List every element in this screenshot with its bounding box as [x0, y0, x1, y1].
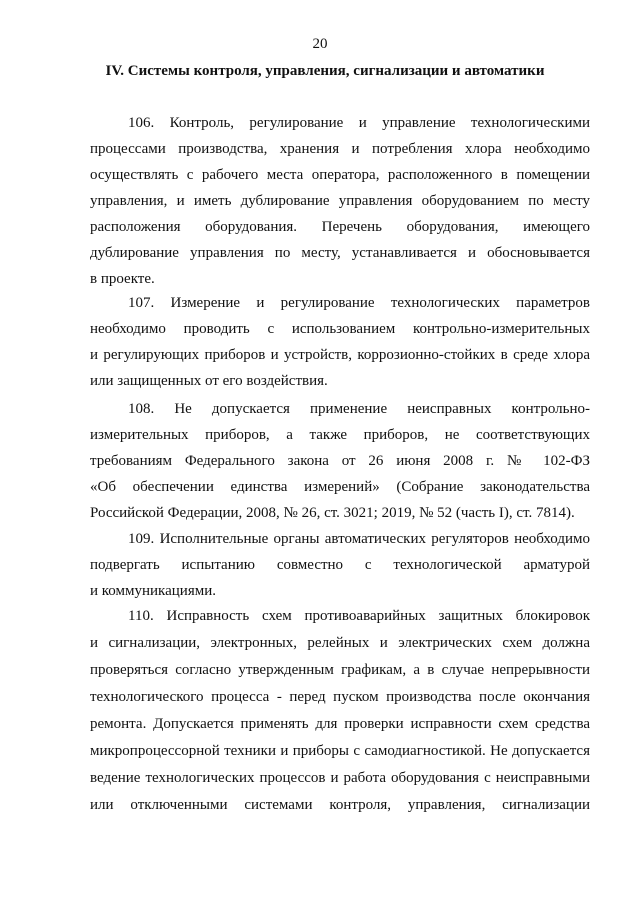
paragraph-line: 109. Исполнительные органы автоматических регуляторов необходимо	[128, 531, 590, 547]
paragraph-line: подвергать испытанию совместно с технологической арматурой	[90, 557, 590, 573]
paragraph-line: дублирование управления по месту, устанавливается и обосновывается	[90, 245, 590, 261]
paragraph-line: проверяться согласно утвержденным графикам, а в случае непрерывности	[90, 662, 590, 678]
section-title: IV. Системы контроля, управления, сигнализации и автоматики	[105, 63, 545, 79]
paragraph-line: процессами производства, хранения и потребления хлора необходимо	[90, 141, 590, 157]
paragraph-line: требованиям Федерального закона от 26 июня 2008 г. № 102-ФЗ	[90, 453, 590, 469]
paragraph-line: и регулирующих приборов и устройств, коррозионно-стойких в среде хлора	[90, 347, 590, 363]
paragraph-line: необходимо проводить с использованием контрольно-измерительных	[90, 321, 590, 337]
paragraph-line: Российской Федерации, 2008, № 26, ст. 3021; 2019, № 52 (часть I), ст. 7814).	[90, 505, 575, 521]
paragraph-line: осуществлять с рабочего места оператора, расположенного в помещении	[90, 167, 590, 183]
paragraph-line: или защищенных от его воздействия.	[90, 373, 328, 389]
paragraph-line: и коммуникациями.	[90, 583, 216, 599]
paragraph-line: ведение технологических процессов и работа оборудования с неисправными	[90, 770, 590, 786]
paragraph-line: или отключенными системами контроля, управления, сигнализации	[90, 797, 590, 813]
paragraph-line: 108. Не допускается применение неисправных контрольно-	[128, 401, 590, 417]
paragraph-line: измерительных приборов, а также приборов, не соответствующих	[90, 427, 590, 443]
paragraph-line: управления, и иметь дублирование управления оборудованием по месту	[90, 193, 590, 209]
paragraph-line: 107. Измерение и регулирование технологических параметров	[128, 295, 590, 311]
paragraph-line: ремонта. Допускается применять для проверки исправности схем средства	[90, 716, 590, 732]
paragraph-line: и сигнализации, электронных, релейных и электрических схем должна	[90, 635, 590, 651]
paragraph-line: 110. Исправность схем противоаварийных защитных блокировок	[128, 608, 590, 624]
paragraph-line: микропроцессорной техники и приборы с самодиагностикой. Не допускается	[90, 743, 590, 759]
paragraph-line: 106. Контроль, регулирование и управление технологическими	[128, 115, 590, 131]
paragraph-line: «Об обеспечении единства измерений» (Собрание законодательства	[90, 479, 590, 495]
paragraph-line: в проекте.	[90, 271, 155, 287]
page-number: 20	[312, 36, 328, 52]
paragraph-line: расположения оборудования. Перечень оборудования, имеющего	[90, 219, 590, 235]
paragraph-line: технологического процесса - перед пуском производства после окончания	[90, 689, 590, 705]
